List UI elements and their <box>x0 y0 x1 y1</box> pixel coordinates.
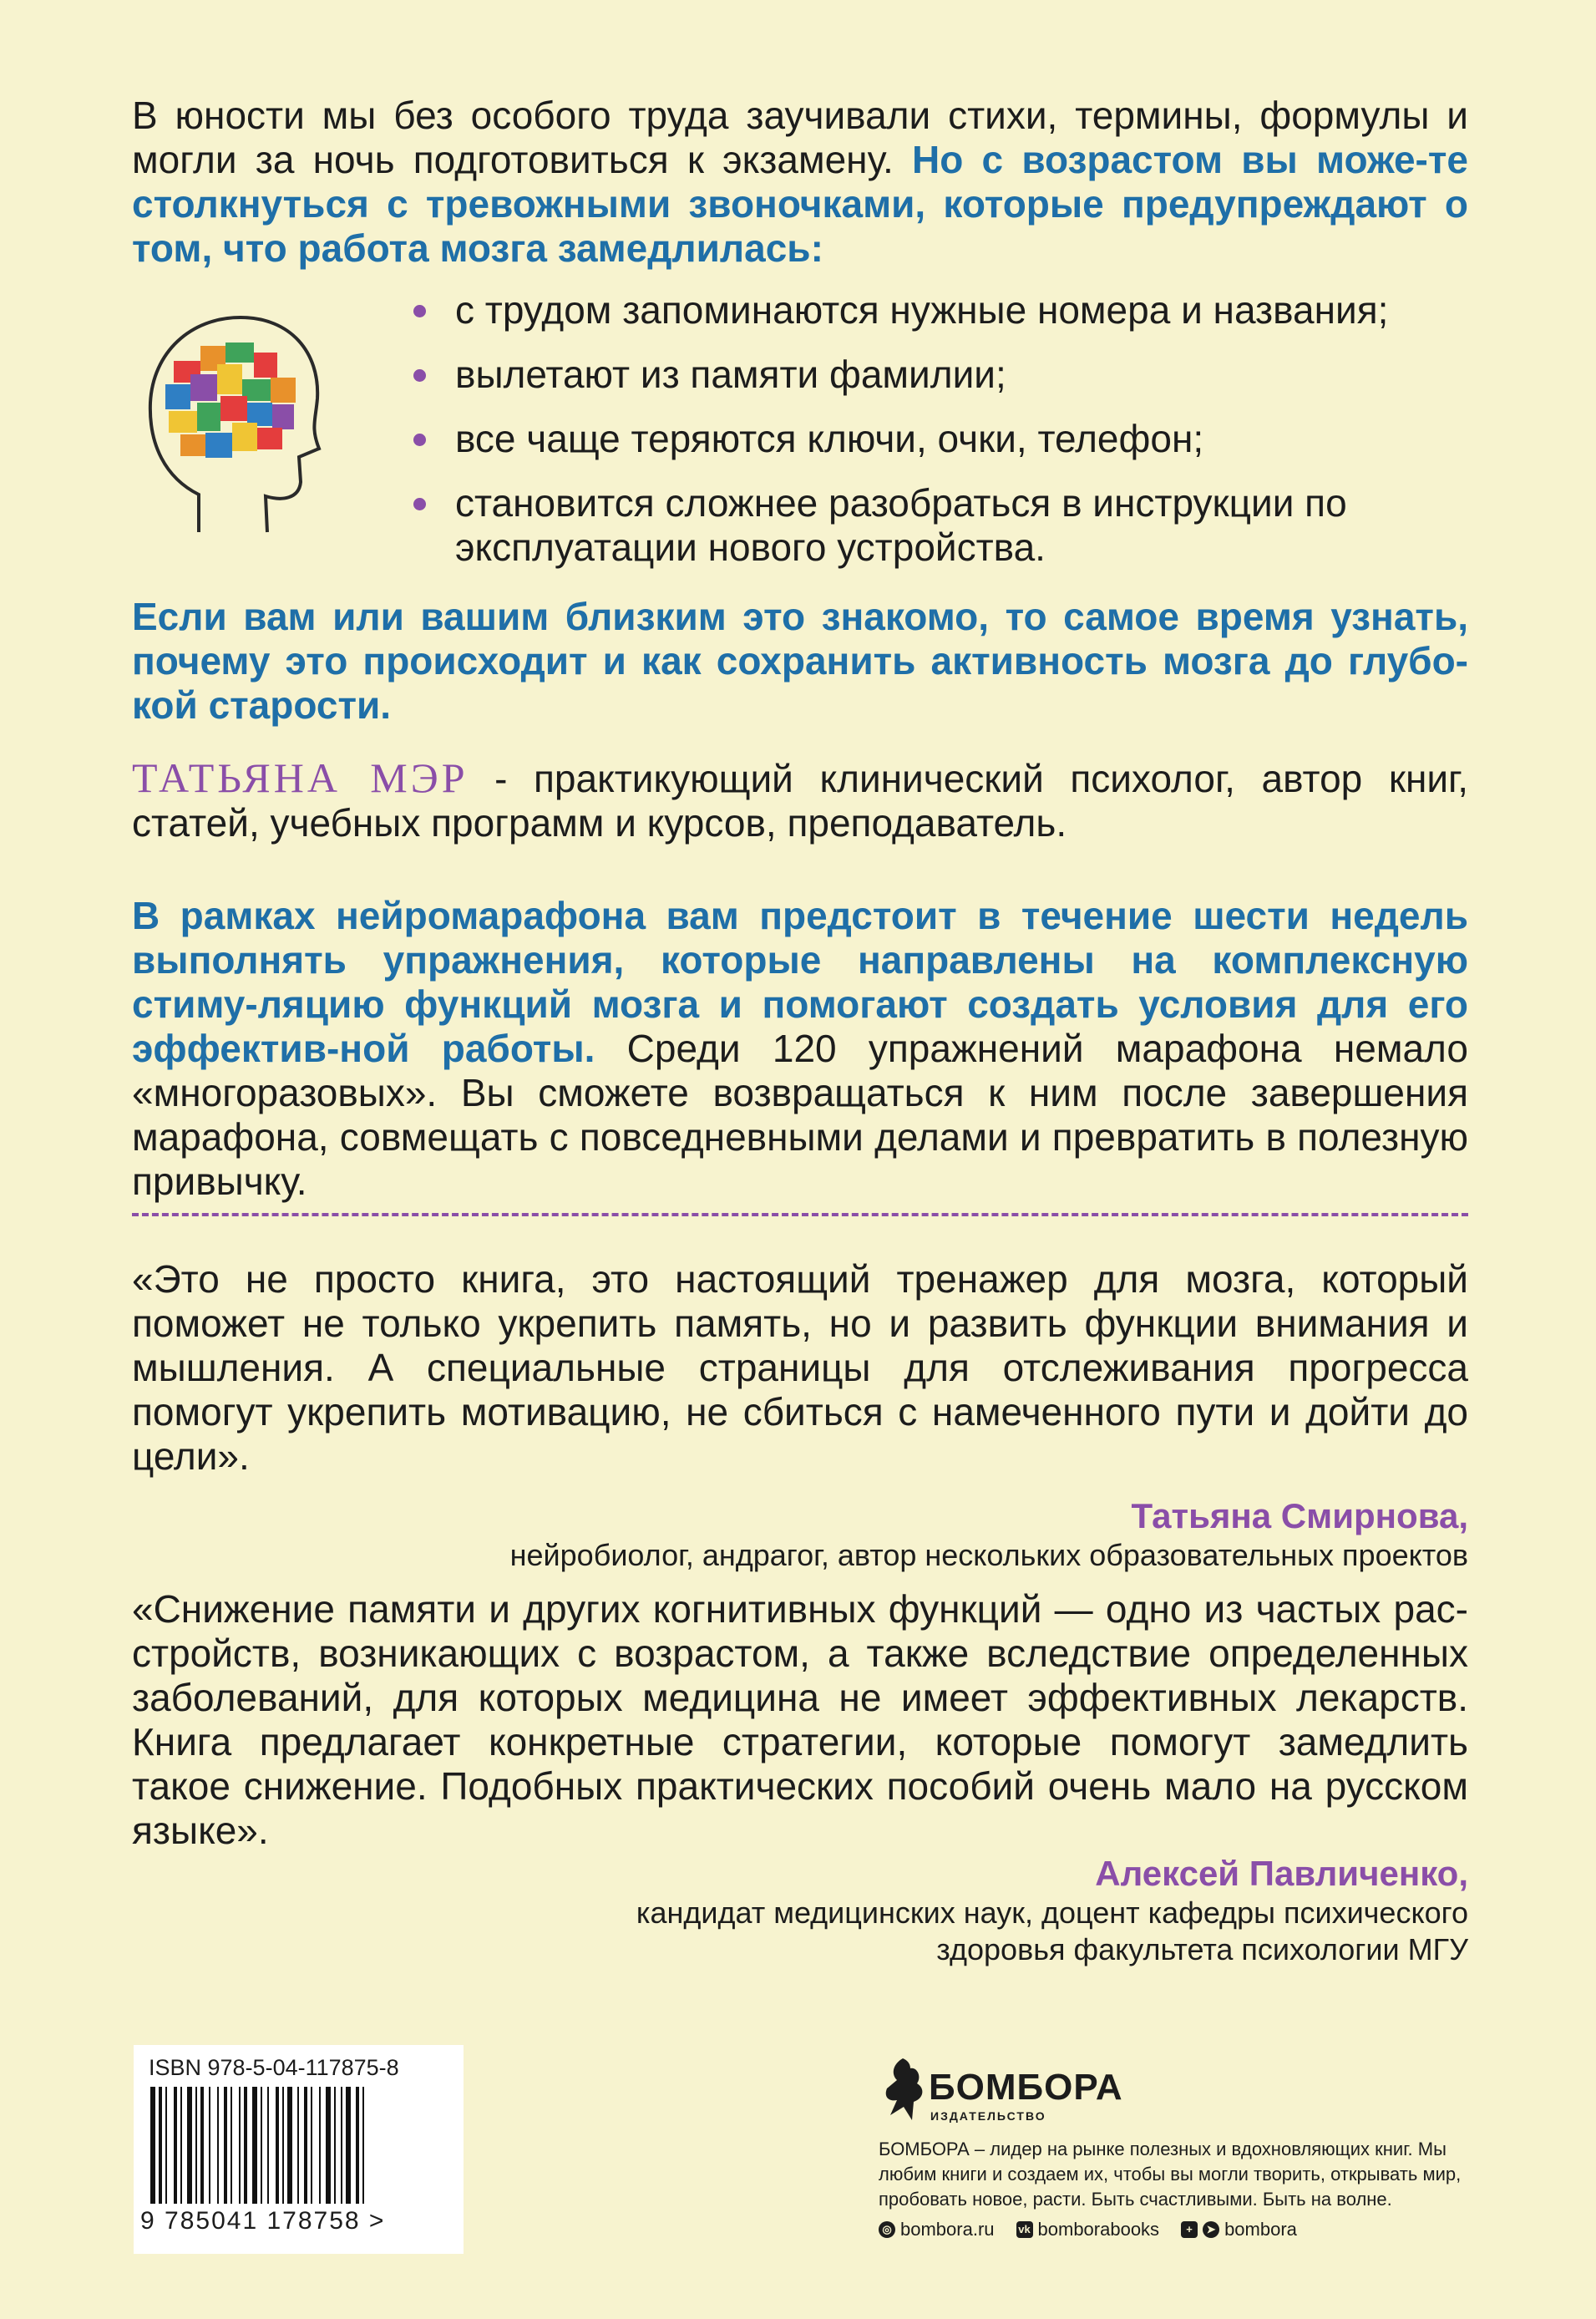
barcode-bar <box>224 2087 227 2204</box>
barcode-bar <box>165 2087 167 2204</box>
barcode-bar <box>200 2087 204 2204</box>
vk-link[interactable]: vk bomborabooks <box>1016 2219 1160 2240</box>
barcode-bars <box>150 2087 447 2204</box>
publisher-name: БОМБОРА <box>929 2067 1123 2108</box>
barcode-bar <box>180 2087 182 2204</box>
list-item: становится сложнее разобраться в инструкции по эксплуатации нового устройства. <box>413 481 1466 570</box>
intro-bold: Но с возрастом вы може-те столкнуться с тревожными звоночками, которые предупреждают о том, что работа мозга замедлилась: <box>132 138 1468 270</box>
barcode-bar <box>209 2087 210 2204</box>
barcode-bar <box>341 2087 342 2204</box>
warning-signs-list <box>413 288 1466 590</box>
dashed-divider <box>132 1213 1468 1216</box>
author-bio <box>132 756 1468 845</box>
barcode-bar <box>346 2087 351 2204</box>
barcode-bar <box>195 2087 197 2204</box>
barcode-bar <box>261 2087 262 2204</box>
publisher-description: БОМБОРА – лидер на рынке полезных и вдохновляющих книг. Мы любим книги и создаем их, чтобы вы могли творить, открывать мир, пробовать новое, расти. Быть счастливыми. Быть на волне. <box>879 2139 1462 2210</box>
intro-plain: В юности мы без особого труда заучивали стихи, термины, формулы и могли за ночь подготовиться к экзамену. <box>132 94 1468 181</box>
barcode-bar <box>231 2087 232 2204</box>
list-item: вылетают из памяти фамилии; <box>413 353 1466 397</box>
publisher-sub: ИЗДАТЕЛЬСТВО <box>930 2109 1046 2123</box>
barcode-bar <box>319 2087 321 2204</box>
globe-icon: ◎ <box>879 2221 895 2238</box>
barcode-bar <box>244 2087 247 2204</box>
barcode-bar <box>159 2087 162 2204</box>
barcode-bar <box>304 2087 307 2204</box>
bombora-logo-icon <box>879 2055 927 2124</box>
barcode-bar <box>362 2087 364 2204</box>
barcode-bar <box>150 2087 155 2204</box>
author-bio-text: - практикующий клинический психолог, автор книг, статей, учебных программ и курсов, преподаватель. <box>132 757 1469 845</box>
marathon-paragraph <box>132 894 1468 1204</box>
barcode-bar <box>187 2087 192 2204</box>
reviewer-role-line2: здоровья факультета психологии МГУ <box>936 1932 1468 1966</box>
social-link[interactable]: + ➤ bombora <box>1181 2219 1297 2240</box>
marathon-plain: Среди 120 упражнений марафона немало «многоразовых». Вы сможете возвращаться к ним после завершения марафона, совмещать с повседневными делами и превратить в полезную привычку. <box>132 1027 1468 1203</box>
isbn-barcode <box>134 2045 464 2254</box>
intro-paragraph <box>132 94 1468 271</box>
publisher-socials <box>879 2219 1297 2240</box>
barcode-bar <box>297 2087 299 2204</box>
call-to-action: Если вам или вашим близким это знакомо, то самое время узнать, почему это происходит и как сохранить активность мозга до глубо-кой старости. <box>132 595 1468 727</box>
review-smirnova <box>132 1257 1468 1574</box>
barcode-bar <box>174 2087 177 2204</box>
barcode-bar <box>326 2087 331 2204</box>
plus-icon: + <box>1181 2221 1198 2238</box>
reviewer-role-line1: кандидат медицинских наук, доцент кафедры психического <box>636 1895 1468 1930</box>
barcode-bar <box>311 2087 312 2204</box>
barcode-bar <box>276 2087 279 2204</box>
barcode-bar <box>356 2087 359 2204</box>
barcode-bar <box>282 2087 284 2204</box>
isbn-label: ISBN 978-5-04-117875-8 <box>149 2055 399 2080</box>
site-link[interactable]: ◎ bombora.ru <box>879 2219 995 2240</box>
list-item: с трудом запоминаются нужные номера и названия; <box>413 288 1466 332</box>
marathon-bold: В рамках нейромарафона вам предстоит в течение шести недель выполнять упражнения, которые направлены на комплексную стиму-ляцию функций мозга и помогают создать условия для его эффектив-ной работы. <box>132 894 1468 1070</box>
puzzle-blocks <box>165 343 296 458</box>
telegram-icon: ➤ <box>1203 2221 1219 2238</box>
review-pavlichenko <box>132 1587 1468 1968</box>
barcode-bar <box>217 2087 219 2204</box>
barcode-bar <box>287 2087 292 2204</box>
vk-icon: vk <box>1016 2221 1033 2238</box>
barcode-bar <box>239 2087 241 2204</box>
author-name: ТАТЬЯНА МЭР <box>132 754 469 801</box>
review-quote: «Снижение памяти и других когнитивных функций — одно из частых рас-стройств, возникающих с возрастом, а также вследствие определенных заболеваний, для которых медицина не имеет эффективных лекарств. Книга предлагает конкретные стратегии, которые помогут замедлить такое снижение. Подобных практических пособий очень мало на русском языке». <box>132 1587 1468 1852</box>
barcode-bar <box>334 2087 336 2204</box>
reviewer-name: Алексей Павличенко, <box>1095 1854 1468 1893</box>
reviewer-role: нейробиолог, андрагог, автор нескольких образовательных проектов <box>509 1538 1468 1572</box>
review-quote: «Это не просто книга, это настоящий тренажер для мозга, который поможет не только укрепить память, но и развить функции внимания и мышления. А специальные страницы для отслеживания прогресса помогут укрепить мотивацию, не сбиться с намеченного пути и дойти до цели». <box>132 1257 1468 1478</box>
barcode-bar <box>267 2087 269 2204</box>
reviewer-name: Татьяна Смирнова, <box>1131 1496 1468 1535</box>
brain-puzzle-illustration <box>140 311 328 540</box>
barcode-digits: 9 785041 178758 > <box>140 2207 386 2235</box>
barcode-bar <box>252 2087 257 2204</box>
list-item: все чаще теряются ключи, очки, телефон; <box>413 417 1466 461</box>
